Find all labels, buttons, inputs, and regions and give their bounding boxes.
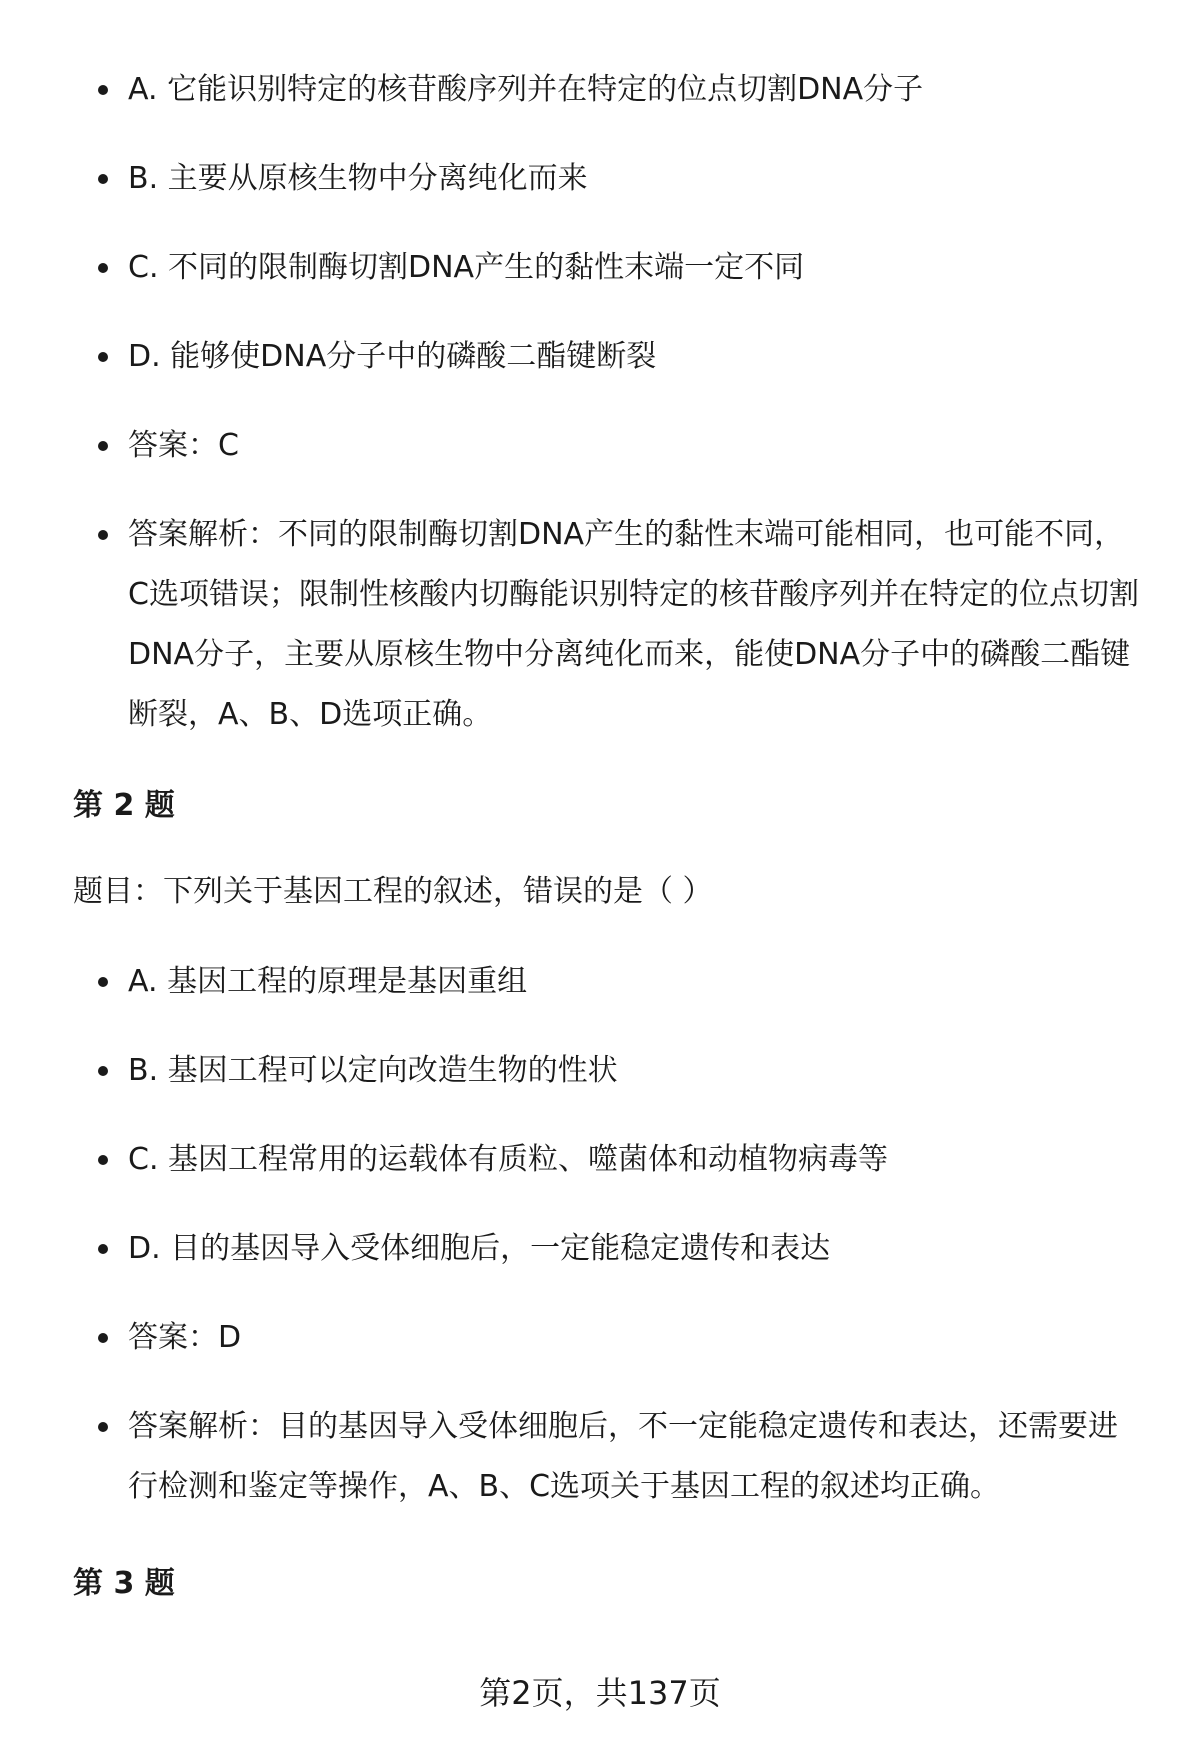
q1-option-a: A. 它能识别特定的核苷酸序列并在特定的位点切割DNA分子 xyxy=(0,60,1200,120)
q1-explanation: 答案解析：不同的限制酶切割DNA产生的黏性末端可能相同，也可能不同，C选项错误；限制性核酸内切酶能识别特定的核苷酸序列并在特定的位点切割DNA分子，主要从原核生物中分离纯化而来，能使DNA分子中的磷酸二酯键断裂，A、B、D选项正确。 xyxy=(0,505,1200,745)
q2-explanation: 答案解析：目的基因导入受体细胞后，不一定能稳定遗传和表达，还需要进行检测和鉴定等操作，A、B、C选项关于基因工程的叙述均正确。 xyxy=(0,1397,1200,1517)
q2-option-list xyxy=(0,952,1200,1546)
q1-option-b: B. 主要从原核生物中分离纯化而来 xyxy=(0,149,1200,209)
q1-option-c: C. 不同的限制酶切割DNA产生的黏性末端一定不同 xyxy=(0,238,1200,298)
q2-option-c: C. 基因工程常用的运载体有质粒、噬菌体和动植物病毒等 xyxy=(0,1130,1200,1190)
q1-option-list xyxy=(0,60,1200,774)
q2-option-d: D. 目的基因导入受体细胞后，一定能稳定遗传和表达 xyxy=(0,1219,1200,1279)
page-number-footer: 第2页，共137页 xyxy=(479,1674,721,1712)
q2-answer: 答案：D xyxy=(0,1308,1200,1368)
q2-option-a: A. 基因工程的原理是基因重组 xyxy=(0,952,1200,1012)
q2-heading: 第 2 题 xyxy=(73,788,175,823)
q1-option-d: D. 能够使DNA分子中的磷酸二酯键断裂 xyxy=(0,327,1200,387)
q2-option-b: B. 基因工程可以定向改造生物的性状 xyxy=(0,1041,1200,1101)
q1-answer: 答案：C xyxy=(0,416,1200,476)
q3-heading: 第 3 题 xyxy=(73,1566,175,1601)
q2-stem: 题目：下列关于基因工程的叙述，错误的是（ ） xyxy=(73,874,713,909)
